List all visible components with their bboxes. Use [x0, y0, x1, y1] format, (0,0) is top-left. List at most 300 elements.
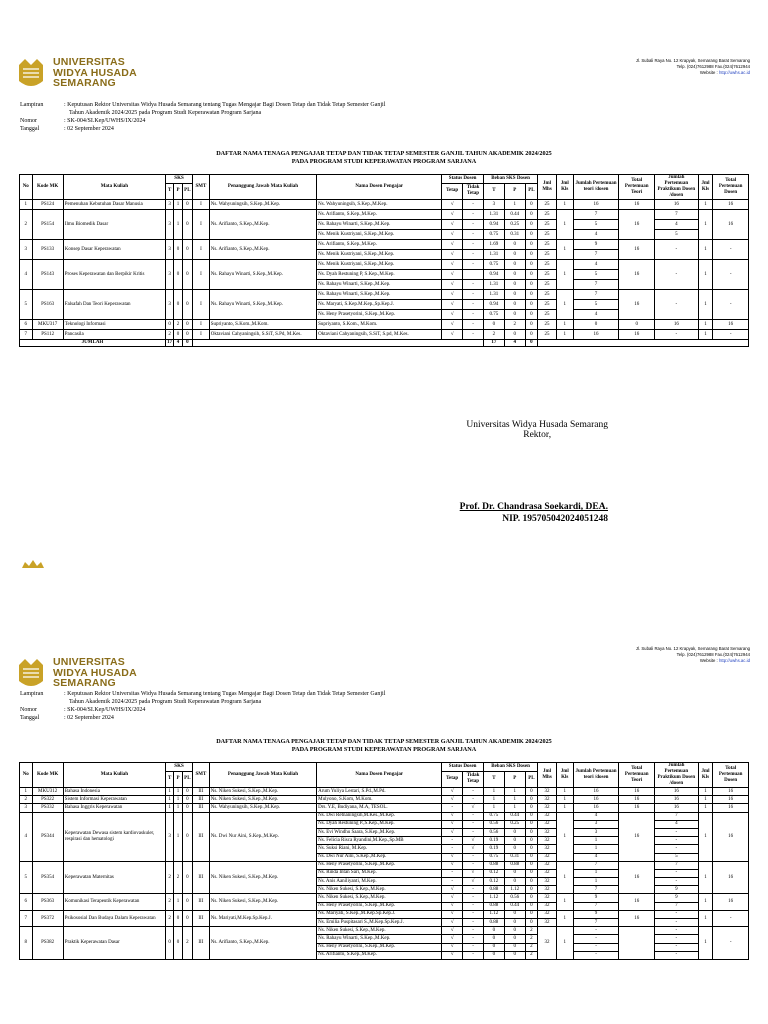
cell-mhs: 32 — [538, 902, 557, 910]
cell-jml-pert: - — [573, 927, 619, 935]
cell-bpl: 0 — [525, 320, 538, 330]
cell-jml-prak: - — [654, 878, 698, 886]
cell-kls2: 1 — [698, 260, 713, 290]
cell-jml-pert: 7 — [573, 919, 619, 927]
cell-mata-kuliah: Proses Keperawatan dan Berpikir Kritis — [63, 260, 165, 290]
university-name-p2 — [53, 657, 137, 689]
cell-smt: I — [193, 210, 210, 240]
cell-total-teori — [619, 927, 654, 960]
cell-tidak-tetap: - — [463, 935, 484, 943]
cell-bt: 1.12 — [483, 894, 504, 902]
cell-smt: III — [193, 788, 210, 796]
cell-smt: III — [193, 861, 210, 894]
cell-jml-prak: - — [654, 919, 698, 927]
nomor-value: : SK-004/SI.Kep/UWHS/IX/2024 — [64, 118, 146, 124]
col-pl: PL — [182, 771, 192, 787]
cell-kode: PS163 — [32, 290, 63, 320]
cell-bpl: 0 — [525, 230, 538, 240]
cell-dosen: Ns. Heny Prasetyorini, S.Kep.,M.Kep. — [317, 861, 442, 869]
cell-jml-pert: - — [573, 935, 619, 943]
cell-tetap: √ — [442, 886, 463, 894]
cell-dosen: Ns. Dyah Restuning P.,S.Kep.,M.Kep. — [317, 820, 442, 828]
cell-tidak-tetap: - — [463, 280, 484, 290]
cell-tetap: √ — [442, 310, 463, 320]
cell-bpl: 0 — [525, 919, 538, 927]
cell-bp: 0.56 — [504, 894, 525, 902]
website-link[interactable]: http://uwhs.ac.id — [718, 70, 750, 75]
cell-tetap: √ — [442, 910, 463, 918]
col-status: Status Dosen — [442, 175, 484, 184]
cell-jml-prak: 4 — [654, 820, 698, 828]
cell-jml-prak: - — [654, 845, 698, 853]
cell-bpl: 2 — [525, 951, 538, 959]
cell-kode: PS112 — [32, 330, 63, 340]
cell-bt: 0.88 — [483, 902, 504, 910]
cell-tetap: √ — [442, 250, 463, 260]
cell-bt: 1.31 — [483, 290, 504, 300]
cell-jml-pert: 5 — [573, 270, 619, 280]
cell-bp: 0 — [504, 919, 525, 927]
cell-dosen: Ns. Dwi Retnaningsih,M.Kes.,M.Kep. — [317, 812, 442, 820]
col-pj: Penanggung Jawab Mata Kuliah — [209, 763, 316, 788]
table-row — [20, 812, 749, 820]
tanggal-label: Tanggal — [20, 126, 40, 132]
cell-bpl: 0 — [525, 910, 538, 918]
cell-mhs: 25 — [538, 280, 557, 290]
cell-kls: 1 — [556, 861, 573, 894]
cell-t: 3 — [165, 290, 173, 320]
cell-jml-pert: - — [573, 943, 619, 951]
cell-jml-prak: 7 — [654, 210, 698, 220]
cell-tidak-tetap: √ — [463, 869, 484, 877]
cell-kode: PS354 — [32, 861, 63, 894]
cell-p: 1 — [174, 796, 182, 804]
cell-bp: 0 — [504, 270, 525, 280]
cell-dosen: Ns. Rahayu Winarti, S.Kep.,M.Kep. — [317, 220, 442, 230]
col-dosen: Nama Dosen Pengajar — [317, 763, 442, 788]
jumlah-bt: 17 — [483, 340, 504, 347]
cell-tetap: √ — [442, 320, 463, 330]
col-jml-mhs: Jml Mhs — [538, 175, 557, 200]
cell-kode: PS154 — [32, 210, 63, 240]
cell-dosen: Oktaviani Cahyaningsih, S.SiT, S.pd, M.Kes. — [317, 330, 442, 340]
cell-total-pert: 16 — [713, 200, 749, 210]
cell-mata-kuliah: Komunikasi Terapeutik Keperawatan — [63, 894, 165, 910]
cell-no: 4 — [20, 260, 33, 290]
website-label: Website : — [699, 658, 718, 663]
cell-mata-kuliah: Bahasa Inggris Keperawatan — [63, 804, 165, 812]
cell-total-teori: 16 — [619, 210, 654, 240]
cell-bpl: 0 — [525, 330, 538, 340]
table-row — [20, 330, 749, 340]
cell-tidak-tetap: - — [463, 861, 484, 869]
jumlah-p: 4 — [174, 340, 182, 347]
table-header-row — [20, 175, 749, 184]
cell-bpl: 0 — [525, 886, 538, 894]
cell-bpl: 0 — [525, 878, 538, 886]
cell-mata-kuliah: Pancasila — [63, 330, 165, 340]
cell-bt: 0.19 — [483, 837, 504, 845]
cell-smt: III — [193, 796, 210, 804]
cell-bpl: 0 — [525, 828, 538, 836]
cell-bt: 0.56 — [483, 820, 504, 828]
cell-dosen: Mulyono, S.Kom, M.Kom. — [317, 796, 442, 804]
cell-kls: 1 — [556, 788, 573, 796]
cell-no: 6 — [20, 320, 33, 330]
address-line1: Jl. Subali Raya No. 12 Krapyak, Semarang Barat Semarang — [635, 58, 750, 63]
cell-dosen: Arum Yuliya Lestari, S.Pd.,M.Pd. — [317, 788, 442, 796]
cell-pj: Ns. Wahyuningsih, S.Kep.,M.Kep. — [209, 200, 316, 210]
cell-mhs: 32 — [538, 878, 557, 886]
signature-role: Rektor, — [523, 430, 552, 440]
col-jml-kls: Jml Kls — [556, 175, 573, 200]
cell-jml-pert: 5 — [573, 300, 619, 310]
cell-mhs: 32 — [538, 869, 557, 877]
cell-mhs: 32 — [538, 788, 557, 796]
cell-mhs: 32 — [538, 796, 557, 804]
address-line2: Telp. (024)7612988 Fax.(024)7612944 — [676, 652, 750, 657]
cell-bt: 1 — [483, 804, 504, 812]
cell-kls2: 1 — [698, 210, 713, 240]
website-link[interactable]: http://uwhs.ac.id — [718, 658, 750, 663]
lampiran-value: : Keputusan Rektor Universitas Widya Husada Semarang tentang Tugas Mengajar Bagi Dosen Tetap dan Tidak Tetap Semester Ganjil — [64, 102, 386, 108]
nomor-label: Nomor — [20, 118, 37, 124]
cell-tetap: √ — [442, 210, 463, 220]
cell-dosen: Ns. Wahyuningsih, S.Kep.,M.Kep. — [317, 200, 442, 210]
cell-mhs: 32 — [538, 820, 557, 828]
cell-tetap: - — [442, 837, 463, 845]
cell-tetap: √ — [442, 788, 463, 796]
cell-dosen: Ns. Menik Kustriyani, S.Kep.,M.Kep. — [317, 250, 442, 260]
cell-dosen: Ns. Mariyati, S.Kep.,M.Kep.Sp.Kep.J. — [317, 910, 442, 918]
cell-no: 5 — [20, 290, 33, 320]
cell-bt: 1.31 — [483, 210, 504, 220]
table-row — [20, 894, 749, 902]
cell-mhs: 25 — [538, 230, 557, 240]
address-block — [636, 58, 750, 76]
cell-tetap: √ — [442, 919, 463, 927]
cell-smt: I — [193, 330, 210, 340]
cell-p: 0 — [174, 927, 182, 960]
cell-total-pert: 16 — [713, 861, 749, 894]
cell-bpl: 0 — [525, 290, 538, 300]
cell-pl: 0 — [182, 200, 192, 210]
cell-mhs: 25 — [538, 210, 557, 220]
cell-jml-pert: 1 — [573, 878, 619, 886]
cell-jml-pert: 3 — [573, 820, 619, 828]
cell-pj: Ns. Arifianto, S.Kep.,M.Kep. — [209, 927, 316, 960]
cell-kls: 1 — [556, 320, 573, 330]
document-title — [0, 150, 768, 165]
cell-bt: 0 — [483, 935, 504, 943]
cell-jml-prak: - — [654, 837, 698, 845]
cell-t: 3 — [165, 260, 173, 290]
signature-nip: NIP. 195705042024051248 — [502, 514, 608, 524]
cell-tidak-tetap: - — [463, 260, 484, 270]
table-row — [20, 927, 749, 935]
univ-line2: WIDYA HUSADA — [53, 666, 137, 679]
cell-total-pert: - — [713, 910, 749, 926]
cell-jml-prak: - — [654, 260, 698, 290]
cell-pl: 0 — [182, 894, 192, 910]
cell-pj: Ns. Niken Sukesi, S.Kep.,M.Kep. — [209, 788, 316, 796]
cell-bpl: 0 — [525, 853, 538, 861]
cell-pj: Ns. Dwi Nur Aini, S.Kep.,M.Kep. — [209, 812, 316, 861]
cell-bp: 0.25 — [504, 820, 525, 828]
cell-pj: Ns. Mariyati,M.Kep.Sp.Kep.J. — [209, 910, 316, 926]
cell-dosen: Ns. Heny Prasetyorini, S.Kep.,M.Kep. — [317, 310, 442, 320]
cell-bp: 0 — [504, 280, 525, 290]
table-row — [20, 788, 749, 796]
cell-mhs: 32 — [538, 804, 557, 812]
cell-tetap: √ — [442, 300, 463, 310]
table-row — [20, 290, 749, 300]
cell-bp: 1.12 — [504, 886, 525, 894]
table-row — [20, 210, 749, 220]
cell-jml-pert: 7 — [573, 861, 619, 869]
tanggal-value: : 02 September 2024 — [64, 126, 114, 132]
table-row — [20, 240, 749, 250]
cell-no: 2 — [20, 796, 33, 804]
cell-kode: MKU317 — [32, 320, 63, 330]
cell-p: 0 — [174, 290, 182, 320]
tanggal-value: : 02 September 2024 — [64, 715, 114, 721]
cell-bpl: 2 — [525, 927, 538, 935]
cell-bp: 0 — [504, 300, 525, 310]
teaching-table-page2 — [19, 762, 749, 960]
col-total-pert: Total Pertemuan Dosen — [713, 763, 749, 788]
cell-mhs: 25 — [538, 330, 557, 340]
tanggal-label: Tanggal — [20, 715, 40, 721]
cell-bp: 2 — [504, 320, 525, 330]
cell-p: 1 — [174, 788, 182, 796]
cell-pl: 0 — [182, 788, 192, 796]
col-bp: P — [504, 183, 525, 199]
cell-tidak-tetap: - — [463, 300, 484, 310]
cell-bp: 1 — [504, 788, 525, 796]
cell-bp: 0 — [504, 310, 525, 320]
cell-mhs: 32 — [538, 812, 557, 820]
website-line — [636, 70, 750, 76]
cell-bp: 1 — [504, 200, 525, 210]
signature-name: Prof. Dr. Chandrasa Soekardi, DEA. — [459, 502, 608, 512]
cell-tidak-tetap: - — [463, 310, 484, 320]
cell-bp: 0.25 — [504, 220, 525, 230]
table-row — [20, 260, 749, 270]
cell-pl: 0 — [182, 210, 192, 240]
cell-total-teori: 16 — [619, 240, 654, 260]
cell-bpl: 0 — [525, 788, 538, 796]
cell-smt: I — [193, 260, 210, 290]
cell-jml-prak: 5 — [654, 853, 698, 861]
cell-kode: PS124 — [32, 200, 63, 210]
cell-bp: 0.88 — [504, 861, 525, 869]
jumlah-pl: 0 — [182, 340, 192, 347]
cell-pl: 0 — [182, 290, 192, 320]
cell-tidak-tetap: √ — [463, 804, 484, 812]
cell-t: 3 — [165, 240, 173, 260]
cell-jml-pert: 3 — [573, 828, 619, 836]
cell-bp: 0 — [504, 951, 525, 959]
cell-tidak-tetap: - — [463, 943, 484, 951]
cell-mhs: 32 — [538, 894, 557, 902]
cell-jml-prak: 16 — [654, 788, 698, 796]
cell-dosen: Ns. Arifianto, S.Kep.,M.Kep. — [317, 240, 442, 250]
cell-bt: 0.75 — [483, 260, 504, 270]
cell-jml-prak: - — [654, 828, 698, 836]
cell-jml-pert: 4 — [573, 853, 619, 861]
nomor-label: Nomor — [20, 707, 37, 713]
cell-bpl: 0 — [525, 250, 538, 260]
cell-kls: 1 — [556, 796, 573, 804]
cell-bp: 0 — [504, 878, 525, 886]
cell-kls2: 1 — [698, 290, 713, 320]
col-beban: Beban SKS Dosen — [483, 175, 537, 184]
cell-dosen: Drs. Y.E, Budiyana, M.A, TESOL. — [317, 804, 442, 812]
cell-jml-prak: - — [654, 951, 698, 959]
cell-tidak-tetap: - — [463, 290, 484, 300]
univ-line1: UNIVERSITAS — [53, 56, 126, 69]
cell-total-pert: - — [713, 240, 749, 260]
cell-p: 1 — [174, 812, 182, 861]
cell-kls: 1 — [556, 927, 573, 960]
cell-kls2: 1 — [698, 240, 713, 260]
cell-bpl: 2 — [525, 935, 538, 943]
cell-bp: 1 — [504, 804, 525, 812]
cell-total-teori: 16 — [619, 812, 654, 861]
cell-bt: 0.94 — [483, 220, 504, 230]
cell-kls: 1 — [556, 260, 573, 290]
col-p: P — [174, 183, 182, 199]
cell-t: 2 — [165, 330, 173, 340]
lampiran-label: Lampiran — [20, 691, 44, 697]
cell-bpl: 0 — [525, 869, 538, 877]
col-dosen: Nama Dosen Pengajar — [317, 175, 442, 200]
cell-t: 2 — [165, 894, 173, 910]
cell-tetap: √ — [442, 894, 463, 902]
col-tidak-tetap: Tidak Tetap — [463, 183, 484, 199]
cell-tidak-tetap: √ — [463, 837, 484, 845]
col-bt: T — [483, 771, 504, 787]
cell-no: 4 — [20, 812, 33, 861]
cell-total-pert: - — [713, 927, 749, 960]
table-header-row — [20, 763, 749, 772]
cell-bt: 0.88 — [483, 861, 504, 869]
cell-tetap: √ — [442, 902, 463, 910]
page-2 — [0, 610, 768, 1024]
cell-jml-prak: - — [654, 290, 698, 320]
cell-no: 7 — [20, 330, 33, 340]
cell-mhs: 25 — [538, 300, 557, 310]
cell-tetap: - — [442, 869, 463, 877]
website-label: Website : — [699, 70, 718, 75]
col-mata-kuliah: Mata Kuliah — [63, 175, 165, 200]
col-kode: Kode MK — [32, 763, 63, 788]
cell-total-teori: 16 — [619, 796, 654, 804]
cell-tetap: √ — [442, 330, 463, 340]
title-line2: PADA PROGRAM STUDI KEPERAWATAN PROGRAM SARJANA — [291, 157, 477, 165]
cell-tidak-tetap: - — [463, 919, 484, 927]
cell-jml-pert: 16 — [573, 200, 619, 210]
cell-kode: PS322 — [32, 796, 63, 804]
cell-total-pert: 16 — [713, 812, 749, 861]
cell-mhs: 25 — [538, 290, 557, 300]
cell-kls2: 1 — [698, 927, 713, 960]
cell-total-pert: - — [713, 330, 749, 340]
cell-bt: 0.19 — [483, 845, 504, 853]
jumlah-bpl: 0 — [525, 340, 538, 347]
cell-smt: III — [193, 927, 210, 960]
cell-tetap: √ — [442, 230, 463, 240]
cell-dosen: Ns. Evi Windhu Saara, S.Kep.,M.Kep. — [317, 828, 442, 836]
cell-bt: 1.69 — [483, 240, 504, 250]
cell-tidak-tetap: - — [463, 951, 484, 959]
cell-tetap: - — [442, 845, 463, 853]
cell-pl: 0 — [182, 910, 192, 926]
cell-tetap: √ — [442, 853, 463, 861]
cell-bp: 0 — [504, 250, 525, 260]
cell-bpl: 0 — [525, 796, 538, 804]
cell-tidak-tetap: - — [463, 240, 484, 250]
cell-kode: PS382 — [32, 927, 63, 960]
cell-bt: 0.75 — [483, 812, 504, 820]
cell-kls2: 1 — [698, 894, 713, 910]
cell-jml-prak: 16 — [654, 320, 698, 330]
cell-jml-pert: 9 — [573, 894, 619, 902]
cell-total-teori: 16 — [619, 894, 654, 910]
cell-mata-kuliah: Sistem Informasi Keperawatan — [63, 796, 165, 804]
cell-bp: 0 — [504, 837, 525, 845]
cell-dosen: Ns. Arifianto, S.Kep.,M.Kep. — [317, 951, 442, 959]
cell-tidak-tetap: - — [463, 330, 484, 340]
cell-no: 5 — [20, 861, 33, 894]
cell-kls: 1 — [556, 290, 573, 320]
cell-bp: 0.44 — [504, 902, 525, 910]
cell-bt: 0 — [483, 951, 504, 959]
university-logo — [17, 52, 152, 94]
cell-bt: 0.75 — [483, 230, 504, 240]
cell-jml-pert: 4 — [573, 310, 619, 320]
cell-mhs: 25 — [538, 320, 557, 330]
cell-jml-prak: 16 — [654, 804, 698, 812]
cell-mhs: 25 — [538, 310, 557, 320]
cell-mhs: 32 — [538, 845, 557, 853]
cell-jml-pert: 1 — [573, 845, 619, 853]
cell-kls2: 1 — [698, 910, 713, 926]
cell-tidak-tetap: - — [463, 853, 484, 861]
col-bpl: PL — [525, 771, 538, 787]
address-block-p2 — [636, 646, 750, 664]
cell-kls: 1 — [556, 812, 573, 861]
cell-total-teori: 16 — [619, 260, 654, 290]
cell-tidak-tetap: - — [463, 220, 484, 230]
cell-kode: MKU312 — [32, 788, 63, 796]
cell-pl: 0 — [182, 330, 192, 340]
cell-jml-pert: 4 — [573, 812, 619, 820]
univ-line1: UNIVERSITAS — [53, 656, 126, 669]
col-total-pert: Total Pertemuan Dosen — [713, 175, 749, 200]
cell-total-pert: 16 — [713, 320, 749, 330]
cell-dosen: Ns. Rinda Intan Sari, M.Kep. — [317, 869, 442, 877]
cell-total-pert: 16 — [713, 796, 749, 804]
table-row — [20, 200, 749, 210]
cell-pj: Ns. Arifianto, S.Kep.,M.Kep. — [209, 210, 316, 240]
cell-bp: 0 — [504, 330, 525, 340]
col-tetap: Tetap — [442, 771, 463, 787]
cell-pj: Oktaviani Cahyaningsih, S.SiT, S.Pd, M.Kes. — [209, 330, 316, 340]
cell-bp: 0 — [504, 910, 525, 918]
jumlah-row — [20, 340, 749, 347]
